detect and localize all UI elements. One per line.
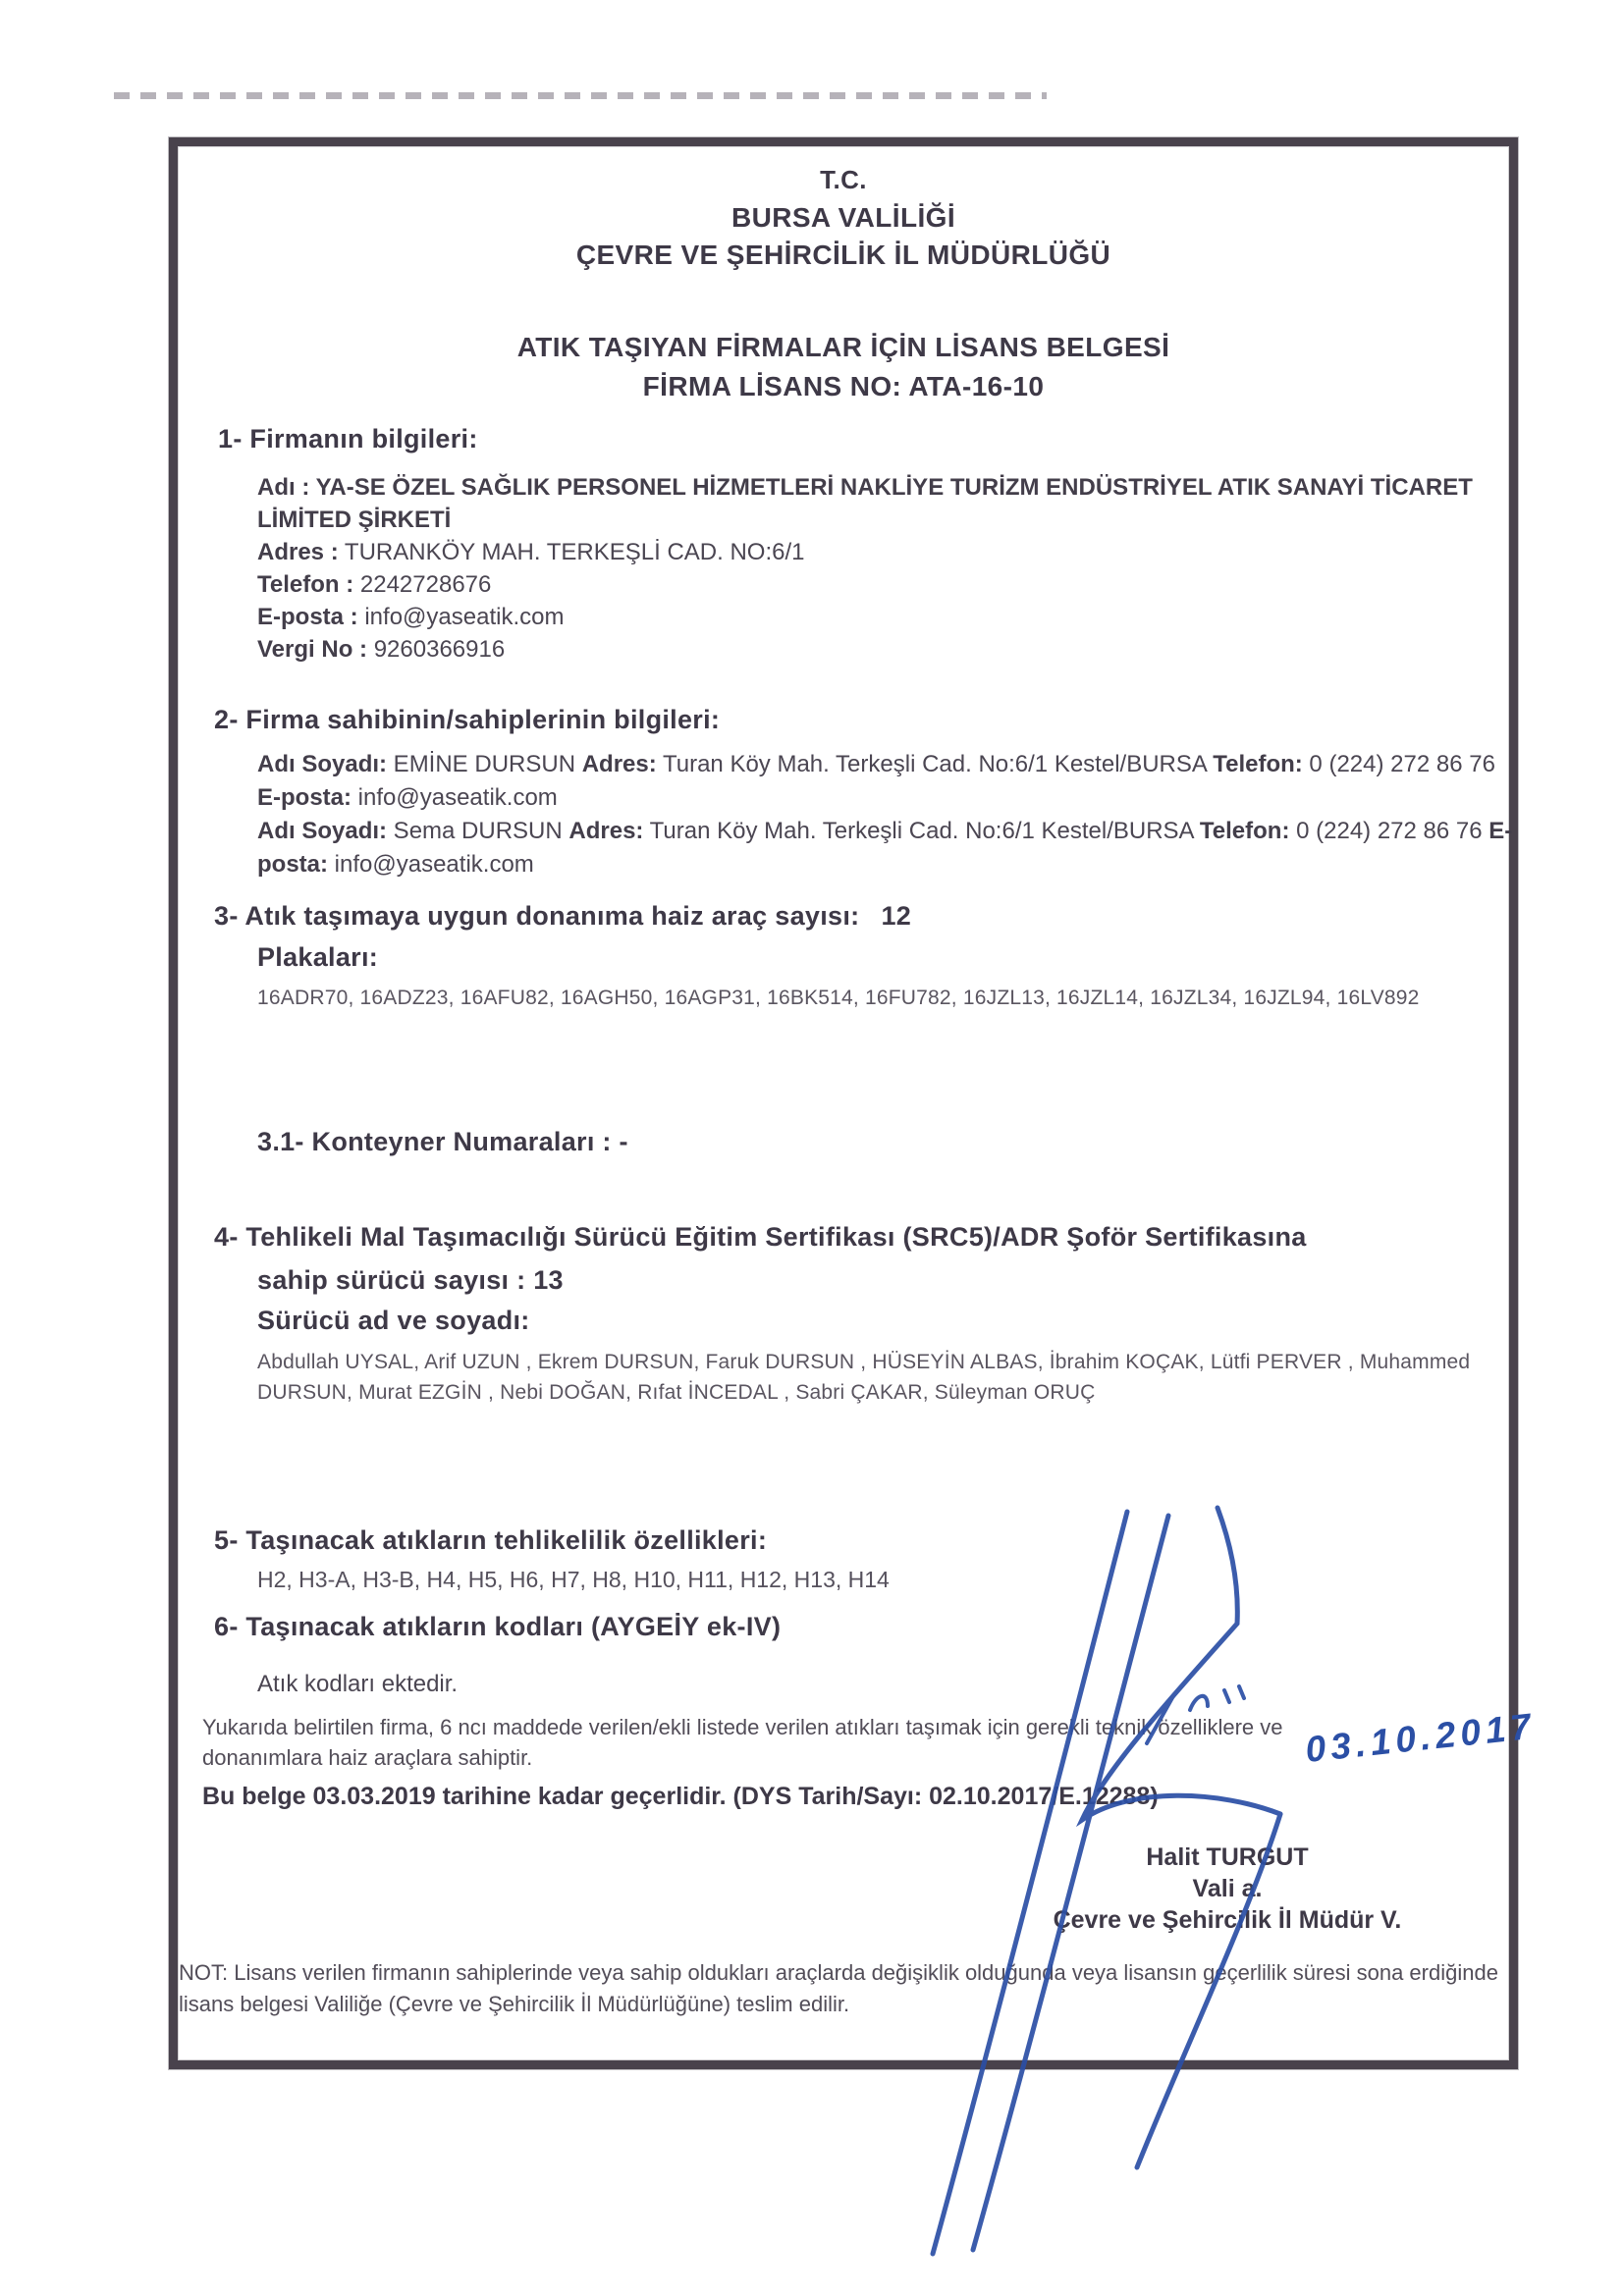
- company-taxno-row: [257, 633, 1496, 666]
- section1-fields: [257, 471, 1496, 666]
- company-email-row: [257, 601, 1496, 633]
- owner1-address-value: Turan Köy Mah. Terkeşli Cad. No:6/1 Kestel/BURSA: [656, 751, 1214, 777]
- owner2-address-value: Turan Köy Mah. Terkeşli Cad. No:6/1 Kestel/BURSA: [643, 818, 1200, 844]
- company-address-row: [257, 536, 1496, 568]
- owner2-name-value: Sema DURSUN: [387, 818, 569, 844]
- company-phone-value: 2242728676: [353, 571, 492, 598]
- letterhead-governorship: BURSA VALİLİĞİ: [730, 202, 956, 233]
- signatory-title-1: Vali a.: [1192, 1875, 1263, 1902]
- owner1-phone-label: Telefon:: [1213, 751, 1303, 777]
- drivers-label: Sürücü ad ve soyadı:: [257, 1306, 530, 1335]
- section6-heading: 6- Taşınacak atıkların kodları (AYGEİY ek-IV): [214, 1612, 782, 1641]
- company-email-value: info@yaseatik.com: [357, 604, 565, 630]
- company-email-label: E-posta :: [257, 604, 358, 630]
- owner-row-2: [257, 815, 1516, 881]
- license-number-line: FİRMA LİSANS NO: ATA-16-10: [642, 371, 1045, 401]
- company-address-label: Adres :: [257, 539, 339, 565]
- company-name-value: YA-SE ÖZEL SAĞLIK PERSONEL HİZMETLERİ NAKLİYE TURİZM ENDÜSTRİYEL ATIK SANAYİ TİCARET LİMİTED ŞİRKETİ: [257, 474, 1473, 533]
- drivers-list: Abdullah UYSAL, Arif UZUN , Ekrem DURSUN, Faruk DURSUN , HÜSEYİN ALBAS, İbrahim KOÇAK, Lütfi PERVER , Muhammed DURSUN, Murat EZGİN , Nebi DOĞAN, Rıfat İNCEDAL , Sabri ÇAKAR, Süleyman ORUÇ: [257, 1351, 1471, 1404]
- owner2-phone-label: Telefon:: [1199, 818, 1290, 844]
- attachment-note: Atık kodları ektedir.: [257, 1671, 459, 1697]
- section2-heading: 2- Firma sahibinin/sahiplerinin bilgileri:: [214, 705, 721, 734]
- handwritten-date: 03.10.2017: [1303, 1705, 1538, 1771]
- compliance-statement: Yukarıda belirtilen firma, 6 ncı maddede verilen/ekli listede verilen atıkları taşımak için gerekli teknik özelliklere ve donanımlara haiz araçlara sahiptir.: [202, 1715, 1283, 1770]
- company-taxno-label: Vergi No :: [257, 636, 368, 663]
- footer-note: NOT: Lisans verilen firmanın sahiplerinde veya sahip oldukları araçlarda değişiklik olduğunda veya lisansın geçerlilik süresi sona erdiğinde lisans belgesi Valiliğe (Çevre ve Şehircilik İl Müdürlüğüne) teslim edilir.: [179, 1960, 1498, 2016]
- section3-1-heading: 3.1- Konteyner Numaraları : -: [257, 1127, 628, 1156]
- owner1-phone-value: 0 (224) 272 86 76: [1302, 751, 1495, 777]
- letterhead-directorate: ÇEVRE VE ŞEHİRCİLİK İL MÜDÜRLÜĞÜ: [575, 240, 1111, 270]
- plates-list: 16ADR70, 16ADZ23, 16AFU82, 16AGH50, 16AGP31, 16BK514, 16FU782, 16JZL13, 16JZL14, 16JZL34, 16JZL94, 16LV892: [257, 987, 1420, 1009]
- section5-heading: 5- Taşınacak atıkların tehlikelilik özellikleri:: [214, 1525, 768, 1555]
- owner2-email-label: E-posta:: [257, 818, 1513, 878]
- owner-row-1: [257, 748, 1516, 815]
- company-taxno-value: 9260366916: [367, 636, 506, 663]
- section1-heading: 1- Firmanın bilgileri:: [218, 424, 478, 454]
- owner2-name-label: Adı Soyadı:: [257, 818, 388, 844]
- scan-artifact: [114, 92, 1047, 99]
- section3-heading: [214, 901, 911, 932]
- document-title: ATIK TAŞIYAN FİRMALAR İÇİN LİSANS BELGESİ: [516, 332, 1170, 362]
- section3-heading-text: 3- Atık taşımaya uygun donanıma haiz araç sayısı:: [214, 901, 860, 931]
- hazard-codes: H2, H3-A, H3-B, H4, H5, H6, H7, H8, H10, H11, H12, H13, H14: [257, 1567, 890, 1592]
- signatory-block: [933, 1842, 1522, 1936]
- owner1-name-label: Adı Soyadı:: [257, 751, 388, 777]
- owner1-email-value: info@yaseatik.com: [352, 784, 558, 811]
- vehicle-count: 12: [881, 901, 912, 931]
- owner1-address-label: Adres:: [581, 751, 657, 777]
- owner2-email-value: info@yaseatik.com: [328, 851, 534, 878]
- company-name-label: Adı :: [257, 474, 310, 501]
- section2-owners: [257, 748, 1516, 881]
- company-phone-label: Telefon :: [257, 571, 354, 598]
- validity-line: Bu belge 03.03.2019 tarihine kadar geçerlidir. (DYS Tarih/Sayı: 02.10.2017/E.12288): [202, 1783, 1159, 1810]
- owner1-email-label: E-posta:: [257, 784, 352, 811]
- company-phone-row: [257, 568, 1496, 601]
- letterhead-republic: T.C.: [820, 165, 867, 194]
- owner1-name-value: EMİNE DURSUN: [387, 751, 582, 777]
- owner2-phone-value: 0 (224) 272 86 76: [1289, 818, 1489, 844]
- section4-heading: 4- Tehlikeli Mal Taşımacılığı Sürücü Eğitim Sertifikası (SRC5)/ADR Şoför Sertifikasına sahip sürücü sayısı : 13: [214, 1222, 1307, 1295]
- signatory-title-2: Çevre ve Şehircilik İl Müdür V.: [1053, 1906, 1402, 1934]
- company-name-row: [257, 471, 1496, 536]
- plates-label: Plakaları:: [257, 942, 379, 972]
- owner2-address-label: Adres:: [568, 818, 644, 844]
- company-address-value: TURANKÖY MAH. TERKEŞLİ CAD. NO:6/1: [338, 539, 805, 565]
- signatory-name: Halit TURGUT: [1146, 1843, 1309, 1871]
